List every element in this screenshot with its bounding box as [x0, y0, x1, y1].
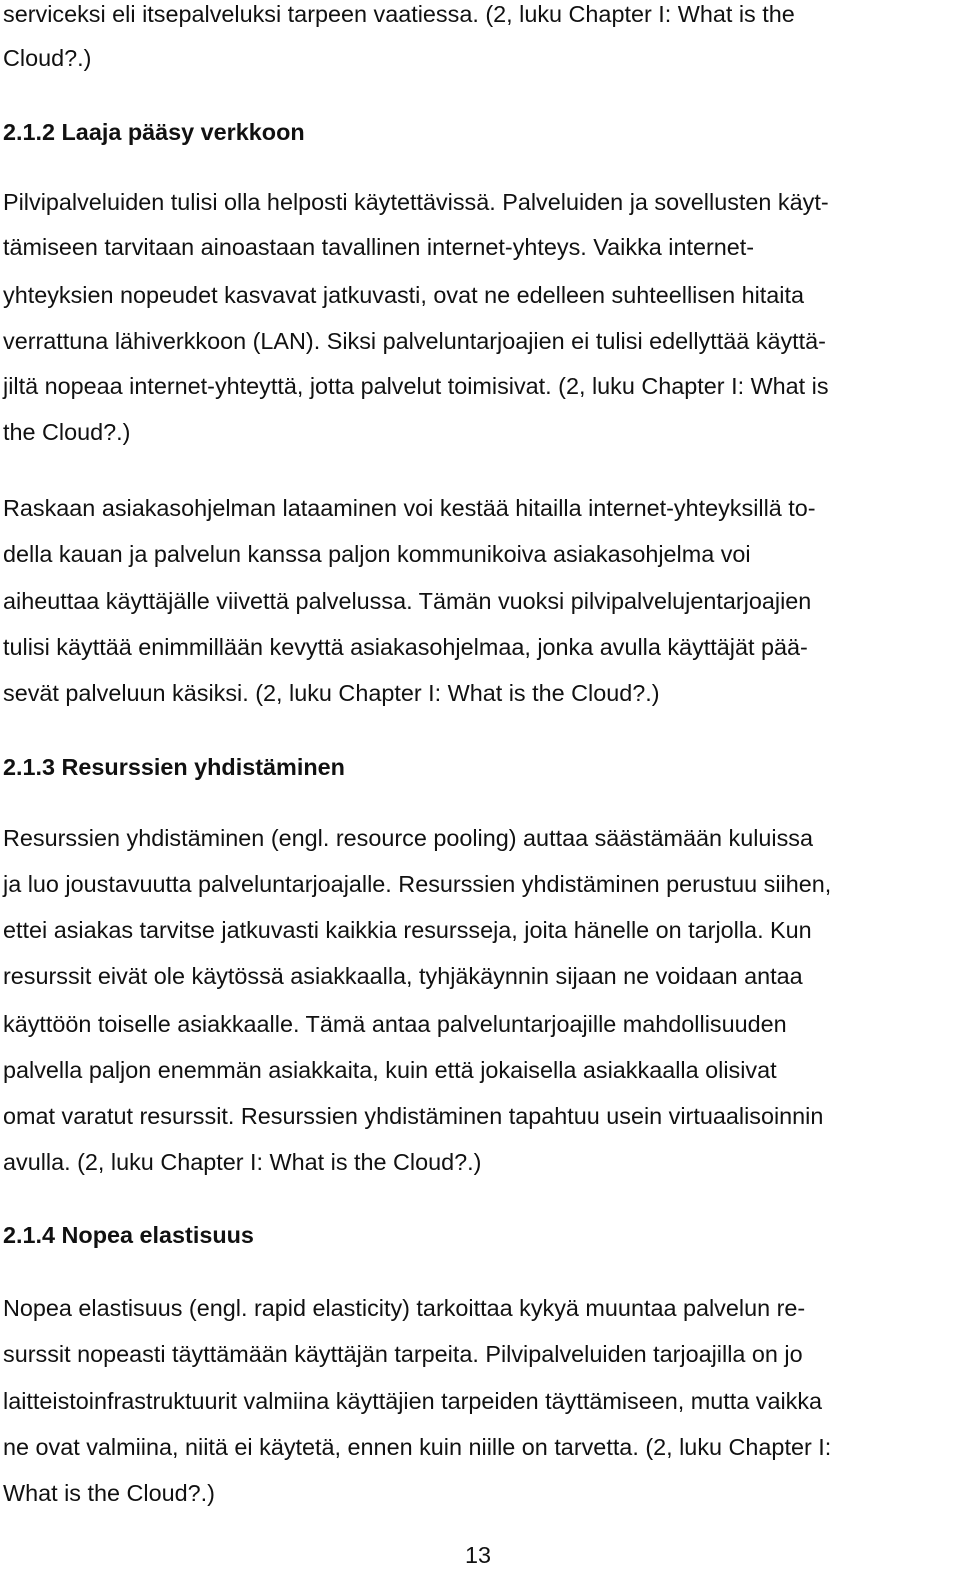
section-heading: 2.1.3 Resurssien yhdistäminen: [3, 754, 345, 780]
body-text-line: verrattuna lähiverkkoon (LAN). Siksi palveluntarjoajien ei tulisi edellyttää käyttä-: [3, 328, 826, 354]
section-heading: 2.1.4 Nopea elastisuus: [3, 1222, 254, 1248]
body-text-line: omat varatut resurssit. Resurssien yhdistäminen tapahtuu usein virtuaalisoinnin: [3, 1103, 824, 1129]
body-text-line: the Cloud?.): [3, 419, 131, 445]
body-text-line: sevät palveluun käsiksi. (2, luku Chapter I: What is the Cloud?.): [3, 680, 660, 706]
body-text-line: Cloud?.): [3, 45, 92, 71]
body-text-line: ettei asiakas tarvitse jatkuvasti kaikkia resursseja, joita hänelle on tarjolla. Kun: [3, 917, 812, 943]
body-text-line: laitteistoinfrastruktuurit valmiina käyttäjien tarpeiden täyttämiseen, mutta vaikka: [3, 1388, 823, 1414]
body-text-line: surssit nopeasti täyttämään käyttäjän tarpeita. Pilvipalveluiden tarjoajilla on jo: [3, 1341, 803, 1367]
body-text-line: aiheuttaa käyttäjälle viivettä palvelussa. Tämän vuoksi pilvipalvelujentarjoajien: [3, 588, 812, 614]
body-text-line: tämiseen tarvitaan ainoastaan tavallinen internet-yhteys. Vaikka internet-: [3, 234, 755, 260]
body-text-line: resurssit eivät ole käytössä asiakkaalla, tyhjäkäynnin sijaan ne voidaan antaa: [3, 963, 803, 989]
body-text-line: tulisi käyttää enimmillään kevyttä asiakasohjelmaa, jonka avulla käyttäjät pää-: [3, 634, 808, 660]
body-text-line: palvella paljon enemmän asiakkaita, kuin että jokaisella asiakkaalla olisivat: [3, 1057, 777, 1083]
body-text-line: Raskaan asiakasohjelman lataaminen voi kestää hitailla internet-yhteyksillä to-: [3, 495, 816, 521]
body-text-line: ne ovat valmiina, niitä ei käytetä, ennen kuin niille on tarvetta. (2, luku Chapter I:: [3, 1434, 832, 1460]
body-text-line: käyttöön toiselle asiakkaalle. Tämä antaa palveluntarjoajille mahdollisuuden: [3, 1011, 787, 1037]
body-text-line: serviceksi eli itsepalveluksi tarpeen vaatiessa. (2, luku Chapter I: What is the: [3, 1, 795, 27]
body-text-line: della kauan ja palvelun kanssa paljon kommunikoiva asiakasohjelma voi: [3, 541, 751, 567]
body-text-line: ja luo joustavuutta palveluntarjoajalle. Resurssien yhdistäminen perustuu siihen,: [3, 871, 832, 897]
body-text-line: avulla. (2, luku Chapter I: What is the Cloud?.): [3, 1149, 482, 1175]
body-text-line: Nopea elastisuus (engl. rapid elasticity) tarkoittaa kykyä muuntaa palvelun re-: [3, 1295, 806, 1321]
body-text-line: jiltä nopeaa internet-yhteyttä, jotta palvelut toimisivat. (2, luku Chapter I: What is: [3, 373, 829, 399]
body-text-line: Resurssien yhdistäminen (engl. resource pooling) auttaa säästämään kuluissa: [3, 825, 814, 851]
body-text-line: yhteyksien nopeudet kasvavat jatkuvasti, ovat ne edelleen suhteellisen hitaita: [3, 282, 804, 308]
body-text-line: What is the Cloud?.): [3, 1480, 215, 1506]
page-number: 13: [464, 1542, 492, 1568]
section-heading: 2.1.2 Laaja pääsy verkkoon: [3, 119, 305, 145]
body-text-line: Pilvipalveluiden tulisi olla helposti käytettävissä. Palveluiden ja sovellusten käyt-: [3, 189, 829, 215]
